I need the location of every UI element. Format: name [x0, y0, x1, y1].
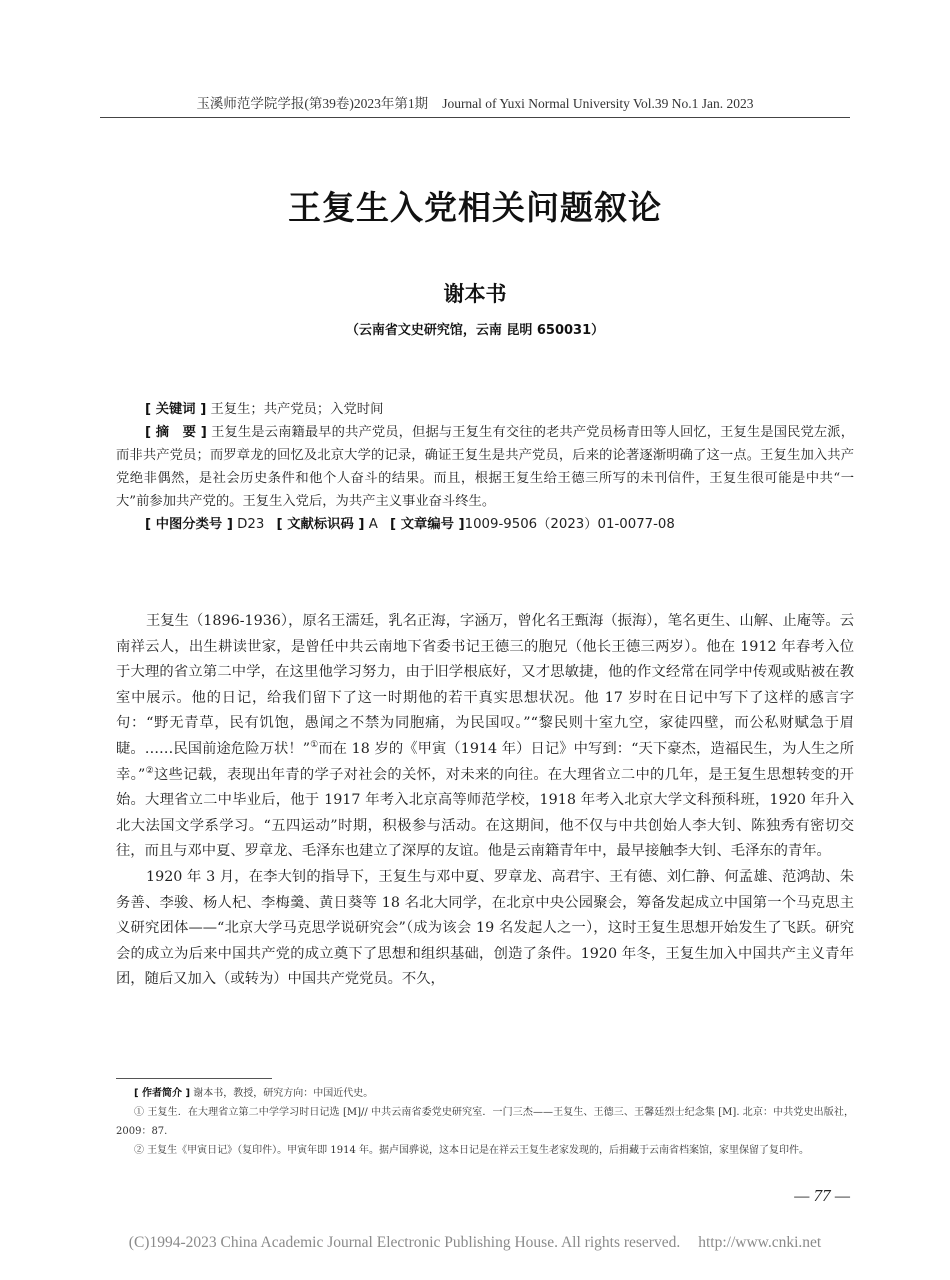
journal-name-en: Journal of Yuxi Normal University Vol.39 No.1 Jan. 2023: [442, 96, 754, 111]
keywords-line: [116, 398, 854, 421]
copyright-text: (C)1994-2023 China Academic Journal Electronic Publishing House. All rights reserved.: [128, 1234, 681, 1251]
classification-line: [116, 513, 854, 536]
header-rule: [100, 117, 850, 118]
footnote-ref-2[interactable]: ②: [145, 765, 154, 776]
footnote-2: ② 王复生《甲寅日记》（复印件）。甲寅年即 1914 年。据卢国骅说，这本日记是在祥云王复生老家发现的，后捐藏于云南省档案馆，家里保留了复印件。: [134, 1145, 809, 1156]
footnote-ref-1[interactable]: ①: [310, 740, 319, 751]
doc-code-label: [ 文献标识码 ]: [276, 517, 365, 532]
article-number-label: [ 文章编号 ]: [390, 517, 465, 532]
cnki-link[interactable]: http://www.cnki.net: [698, 1234, 822, 1251]
abstract-label: [ 摘 要 ]: [145, 425, 207, 440]
abstract-block: [116, 398, 854, 536]
author-affiliation: （云南省文史研究馆，云南 昆明 650031）: [345, 323, 605, 338]
footnote-rule: [116, 1078, 272, 1079]
body-paragraph-1-part-a: 王复生（1896-1936），原名王濡廷，乳名正海，字涵万，曾化名王甄海（振海），笔名更生、山解、止庵等。云南祥云人，出生耕读世家，是曾任中共云南地下省委书记王德三的胞兄（他长王德三两岁）。他在 1912 年春考入位于大理的省立第二中学，在这里他学习努力，由于旧学根底好，又才思敏捷，他的作文经常在同学中传观或贴被在教室中展示。他的日记，给我们留下了这一时期他的若干真实思想状况。他 17 岁时在日记中写下了这样的感言字句：“野无青草，民有饥饱，愚闻之不禁为同胞痛，为民国叹。”“黎民则十室九空，家徒四壁，而公私财赋急于眉睫。……民国前途危险万状！”: [116, 613, 854, 757]
body-paragraph-2: 1920 年 3 月，在李大钊的指导下，王复生与邓中夏、罗章龙、高君宇、王有德、刘仁静、何孟雄、范鸿劼、朱务善、李骏、杨人杞、李梅羹、黄日葵等 18 名北大同学，在北京中央公园聚会，筹备发起成立中国第一个马克思主义研究团体——“北京大学马克思学说研究会”（成为该会 19 名发起人之一），这时王复生思想开始发生了飞跃。研究会的成立为后来中国共产党的成立奠下了思想和组织基础，创造了条件。1920 年冬，王复生加入中国共产主义青年团，随后又加入（或转为）中国共产党党员。不久，: [116, 868, 854, 988]
abstract-text: 王复生是云南籍最早的共产党员，但据与王复生有交往的老共产党员杨青田等人回忆，王复生是国民党左派，而非共产党员；而罗章龙的回忆及北京大学的记录，确证王复生是共产党员，后来的论著逐渐明确了这一点。王复生加入共产党绝非偶然，是社会历史条件和他个人奋斗的结果。而且，根据王复生给王德三所写的未刊信件，王复生很可能是中共“一大”前参加共产党的。王复生入党后，为共产主义事业奋斗终生。: [116, 425, 854, 509]
clc-label: [ 中图分类号 ]: [145, 517, 233, 532]
clc-value: D23: [237, 517, 265, 532]
author-bio: [116, 1084, 854, 1103]
author-bio-label: [ 作者简介 ]: [134, 1088, 191, 1099]
doc-code-value: A: [368, 517, 378, 532]
keywords-label: [ 关键词 ]: [145, 402, 207, 417]
author-bio-text: 谢本书，教授，研究方向：中国近代史。: [193, 1088, 374, 1099]
abstract-paragraph: [116, 421, 854, 513]
running-header: [100, 92, 850, 112]
journal-name-cn: 玉溪师范学院学报(第39卷)2023年第1期: [196, 96, 429, 111]
article-author: 谢本书: [443, 282, 507, 306]
article-body: [116, 609, 854, 993]
article-number-value: 1009-9506（2023）01-0077-08: [464, 517, 675, 532]
copyright-footer: [0, 1234, 950, 1252]
body-paragraph-1-part-b: 而在 18 岁的《甲寅（1914 年）日记》中写到：“天下豪杰，造福民生，为人生之所幸。”: [116, 740, 854, 783]
article-title: 王复生入党相关问题叙论: [288, 188, 662, 227]
footnote-1: ① 王复生．在大理省立第二中学学习时日记选 [M]// 中共云南省委党史研究室．一门三杰——王复生、王德三、王馨廷烈士纪念集 [M]. 北京：中共党史出版社，2009：87.: [116, 1107, 854, 1137]
footnotes: [116, 1084, 854, 1160]
keywords-text: 王复生；共产党员；入党时间: [210, 402, 384, 417]
body-paragraph-1-part-c: 这些记载，表现出年青的学子对社会的关怀，对未来的向往。在大理省立二中的几年，是王复生思想转变的开始。大理省立二中毕业后，他于 1917 年考入北京高等师范学校，1918 年考入北京大学文科预科班，1920 年升入北大法国文学系学习。“五四运动”时期，积极参与活动。在这期间，他不仅与中共创始人李大钊、陈独秀有密切交往，而且与邓中夏、罗章龙、毛泽东也建立了深厚的友谊。他是云南籍青年中，最早接触李大钊、毛泽东的青年。: [116, 766, 854, 860]
body-paragraph-1: [116, 609, 854, 865]
page-number: — 77 —: [794, 1186, 850, 1205]
